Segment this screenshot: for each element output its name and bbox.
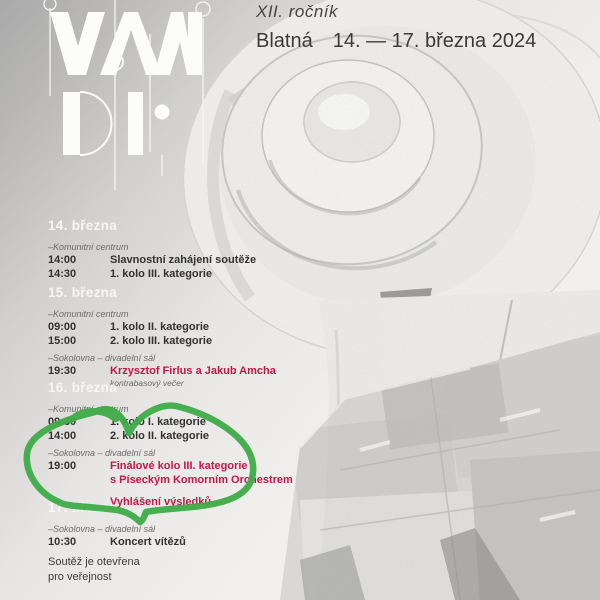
event-city: Blatná: [256, 30, 313, 52]
event-title: 1. kolo II. kategorie: [110, 321, 210, 333]
section-date-heading: 17. března: [48, 500, 118, 515]
event-title: 2. kolo II. kategorie: [110, 430, 210, 442]
public-notice-line1: Soutěž je otevřena: [48, 556, 140, 568]
schedule-row: [48, 253, 308, 267]
event-time: 09:00: [48, 321, 77, 333]
schedule-section-16-brezna: [48, 380, 308, 508]
event-title-highlight-line2: s Píseckým Komorním Orchestrem: [110, 474, 293, 486]
schedule-row: [48, 459, 308, 487]
section-date-heading: 15. března: [48, 285, 118, 300]
event-time: 14:30: [48, 268, 77, 280]
venue-label: –Komunitní centrum: [48, 404, 129, 414]
schedule-row: [48, 320, 308, 334]
event-dateline: [256, 30, 536, 53]
event-title: Koncert vítězů: [110, 536, 186, 548]
public-notice-line2: pro veřejnost: [48, 571, 112, 583]
event-title: 1. kolo III. kategorie: [110, 268, 213, 280]
event-time: 15:00: [48, 335, 77, 347]
schedule-row: [48, 429, 308, 443]
event-time: 19:30: [48, 365, 77, 377]
event-time: 09:30: [48, 416, 77, 428]
event-subtitle: kontrabasový večer: [110, 378, 184, 388]
event-title: Slavnostní zahájení soutěže: [110, 254, 257, 266]
edition-label: XII. ročník: [256, 2, 339, 21]
event-title-highlight: Finálové kolo III. kategorie: [110, 460, 248, 472]
venue-label: –Komunitní centrum: [48, 309, 129, 319]
vandl-logo: [28, 0, 238, 195]
schedule-section-15-brezna: [48, 285, 308, 389]
event-time: 14:00: [48, 430, 77, 442]
event-title-highlight: Krzysztof Firlus a Jakub Amcha: [110, 365, 276, 377]
schedule-row: [48, 535, 308, 549]
venue-label: –Sokolovna – divadelní sál: [48, 524, 156, 534]
schedule-row: [48, 415, 308, 429]
results-announcement: Vyhlášení výsledků: [110, 496, 212, 508]
event-time: 19:00: [48, 460, 77, 472]
event-time: 14:00: [48, 254, 77, 266]
event-title: 2. kolo III. kategorie: [110, 335, 213, 347]
venue-label: –Sokolovna – divadelní sál: [48, 353, 156, 363]
schedule-section-14-brezna: [48, 218, 308, 281]
event-time: 10:30: [48, 536, 77, 548]
event-title: 1. kolo I. kategorie: [110, 416, 206, 428]
section-date-heading: 16. března: [48, 380, 118, 395]
schedule-row: [48, 334, 308, 348]
section-date-heading: 14. března: [48, 218, 118, 233]
event-date-range: 14. — 17. března 2024: [332, 30, 537, 52]
venue-label: –Sokolovna – divadelní sál: [48, 448, 156, 458]
venue-label: –Komunitní centrum: [48, 242, 129, 252]
schedule-section-17-brezna: [48, 500, 308, 549]
public-notice: [48, 555, 140, 585]
schedule-row: [48, 267, 308, 281]
